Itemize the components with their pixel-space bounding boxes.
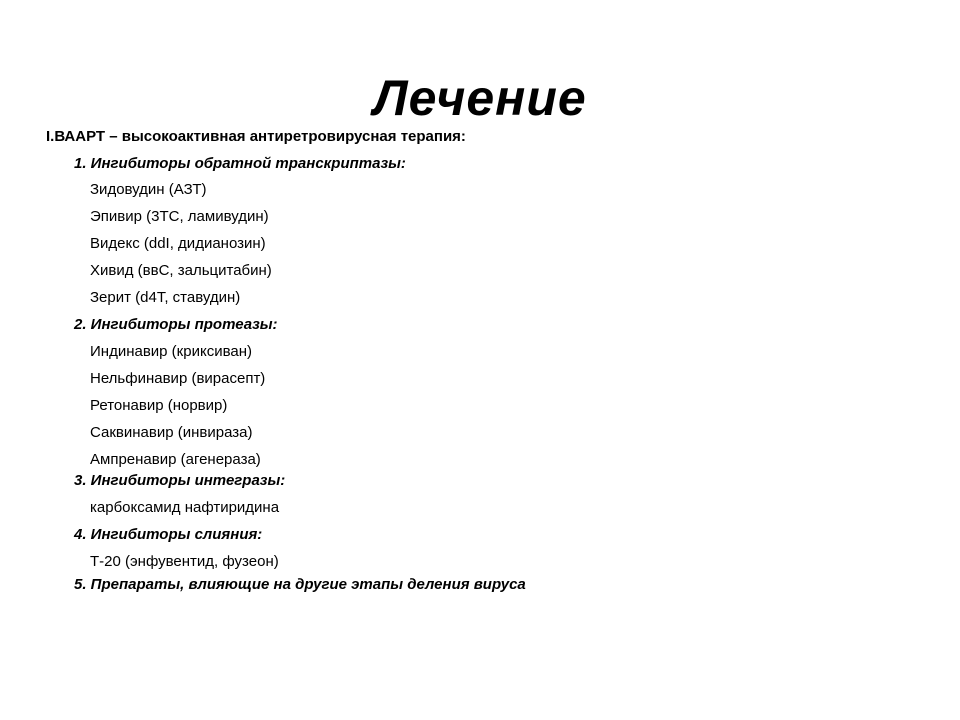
list-item: Зидовудин (АЗТ): [90, 181, 207, 198]
list-item: Ампренавир (агенераза): [90, 451, 261, 468]
group-heading: 4. Ингибиторы слияния:: [74, 526, 263, 543]
page-title: Лечение: [373, 70, 587, 126]
group-heading: 2. Ингибиторы протеазы:: [74, 316, 278, 333]
intro-line: I.ВААРТ – высокоактивная антиретровирусная терапия:: [46, 128, 466, 145]
list-item: Хивид (ввС, зальцитабин): [90, 262, 272, 279]
group-heading: 5. Препараты, влияющие на другие этапы деления вируса: [74, 576, 526, 593]
list-item: карбоксамид нафтиридина: [90, 499, 280, 516]
group-heading: 3. Ингибиторы интегразы:: [74, 472, 286, 489]
list-item: Ретонавир (норвир): [90, 397, 228, 414]
list-item: Индинавир (криксиван): [90, 343, 252, 360]
group-heading: 1. Ингибиторы обратной транскриптазы:: [74, 155, 406, 172]
list-item: Зерит (d4T, ставудин): [90, 289, 241, 306]
list-item: Саквинавир (инвираза): [90, 424, 253, 441]
list-item: Эпивир (3ТС, ламивудин): [90, 208, 269, 225]
list-item: Т-20 (энфувентид, фузеон): [90, 553, 279, 570]
list-item: Нельфинавир (вирасепт): [90, 370, 266, 387]
list-item: Видекс (ddI, дидианозин): [90, 235, 266, 252]
